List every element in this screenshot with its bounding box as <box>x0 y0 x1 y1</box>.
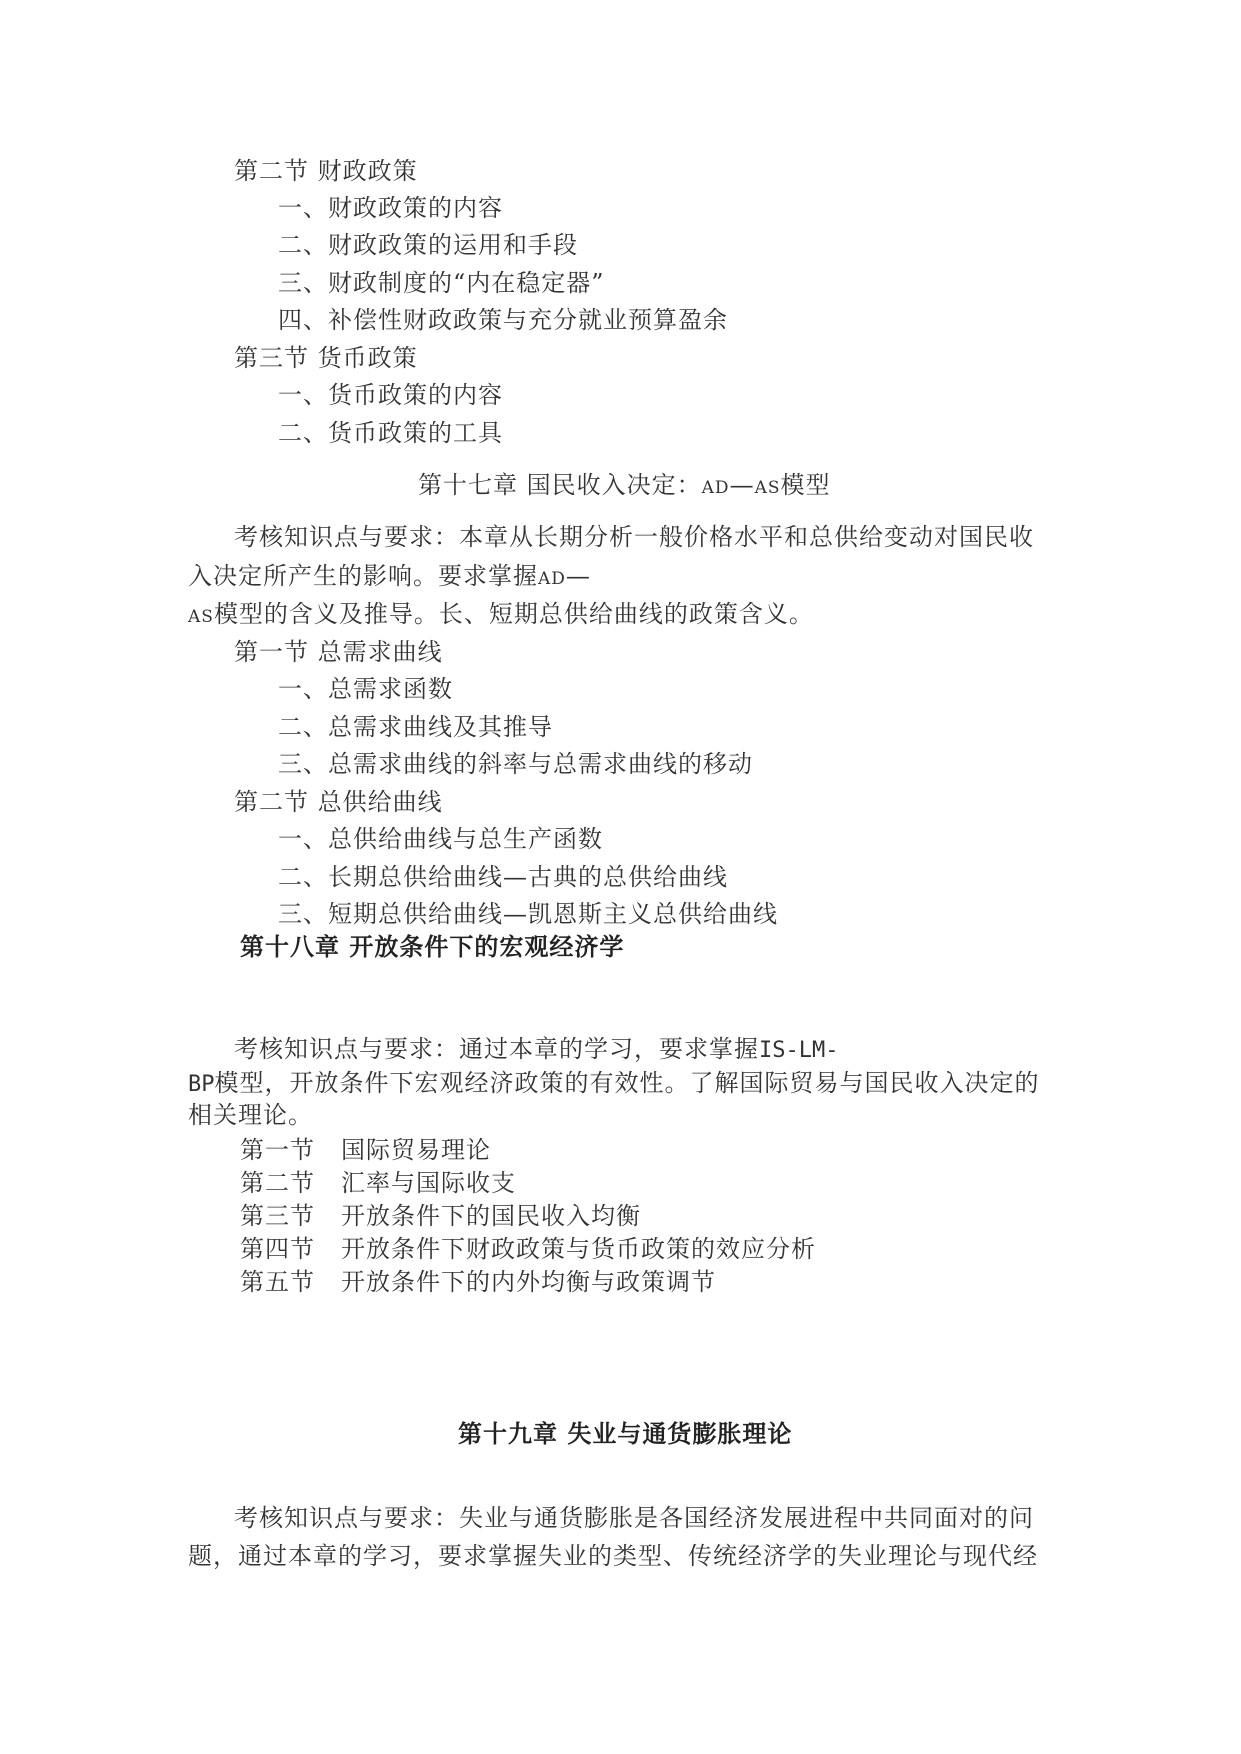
section-title-aggregate-supply: 第二节 总供给曲线 <box>234 788 443 816</box>
section-title-fiscal-policy: 第二节 财政政策 <box>234 157 418 185</box>
list-item: 一、财政政策的内容 <box>278 194 503 222</box>
requirement-line: BP模型，开放条件下宏观经济政策的有效性。了解国际贸易与国民收入决定的 <box>188 1069 1040 1097</box>
chapter-title-18: 第十八章 开放条件下的宏观经济学 <box>240 933 625 961</box>
list-item: 一、货币政策的内容 <box>278 381 503 409</box>
list-item: 二、货币政策的工具 <box>278 419 503 447</box>
list-item: 三、总需求曲线的斜率与总需求曲线的移动 <box>278 750 753 778</box>
list-item: 第二节 汇率与国际收支 <box>240 1169 516 1197</box>
list-item: 二、长期总供给曲线—古典的总供给曲线 <box>278 863 728 891</box>
requirement-line: 入决定所产生的影响。要求掌握AD— <box>188 562 591 590</box>
requirement-line: 题，通过本章的学习，要求掌握失业的类型、传统经济学的失业理论与现代经 <box>188 1542 1038 1570</box>
requirement-line: 考核知识点与要求：本章从长期分析一般价格水平和总供给变动对国民收 <box>234 523 1034 551</box>
list-item: 一、总供给曲线与总生产函数 <box>278 825 603 853</box>
list-item: 三、财政制度的“内在稳定器” <box>278 269 605 297</box>
list-item: 第五节 开放条件下的内外均衡与政策调节 <box>240 1268 716 1296</box>
requirement-line: 相关理论。 <box>188 1101 313 1129</box>
requirement-line: 考核知识点与要求：通过本章的学习，要求掌握IS-LM- <box>234 1035 839 1063</box>
list-item: 二、总需求曲线及其推导 <box>278 713 553 741</box>
list-item: 二、财政政策的运用和手段 <box>278 231 578 259</box>
list-item: 第三节 开放条件下的国民收入均衡 <box>240 1202 641 1230</box>
chapter-title-19: 第十九章 失业与通货膨胀理论 <box>458 1420 793 1448</box>
list-item: 一、总需求函数 <box>278 675 453 703</box>
list-item: 三、短期总供给曲线—凯恩斯主义总供给曲线 <box>278 900 778 928</box>
requirement-line: AS模型的含义及推导。长、短期总供给曲线的政策含义。 <box>188 600 814 628</box>
chapter-title-17: 第十七章 国民收入决定：AD—AS模型 <box>418 471 831 499</box>
list-item: 四、补偿性财政政策与充分就业预算盈余 <box>278 306 728 334</box>
list-item: 第四节 开放条件下财政政策与货币政策的效应分析 <box>240 1235 816 1263</box>
section-title-monetary-policy: 第三节 货币政策 <box>234 344 418 372</box>
section-title-aggregate-demand: 第一节 总需求曲线 <box>234 638 443 666</box>
requirement-line: 考核知识点与要求：失业与通货膨胀是各国经济发展进程中共同面对的问 <box>234 1504 1034 1532</box>
list-item: 第一节 国际贸易理论 <box>240 1136 491 1164</box>
